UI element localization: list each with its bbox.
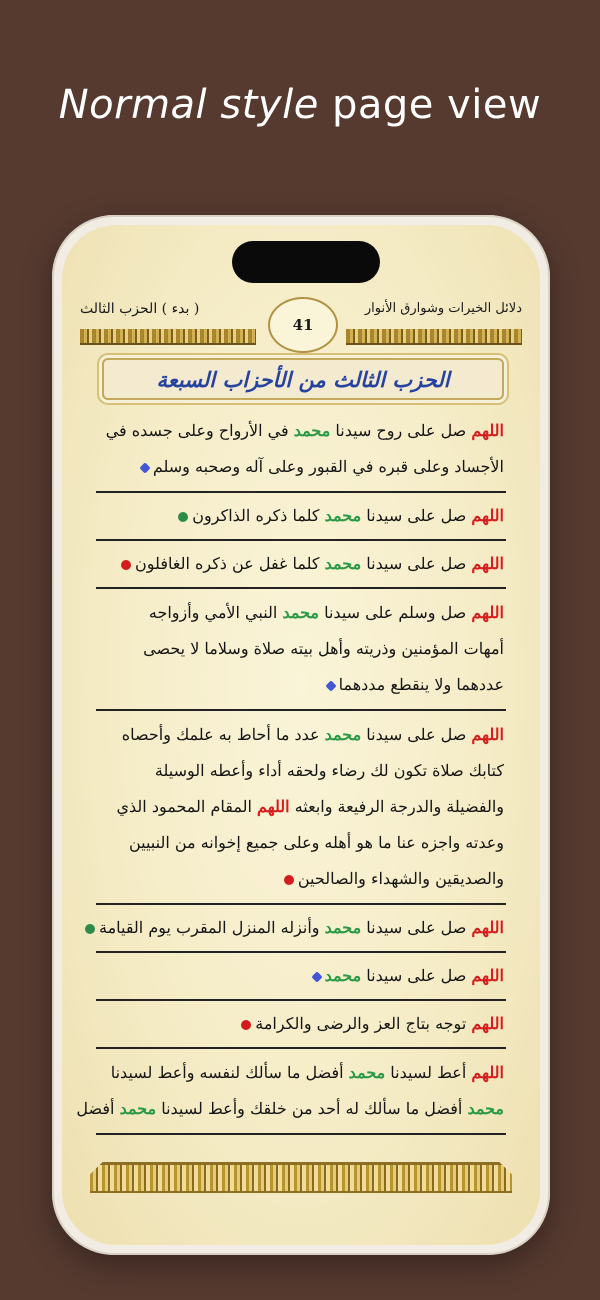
text-segment: صل على روح سيدنا	[330, 421, 472, 440]
allahumma-word: اللهم	[471, 421, 504, 440]
text-segment: صل على سيدنا	[361, 554, 472, 573]
text-line	[98, 825, 504, 861]
prayer-paragraph[interactable]	[96, 953, 506, 1001]
muhammad-word: محمد	[324, 554, 362, 573]
text-segment: صل وسلم على سيدنا	[319, 603, 472, 622]
text-line	[98, 449, 504, 485]
text-line	[98, 499, 504, 533]
prayer-paragraph[interactable]	[96, 1001, 506, 1049]
text-line	[98, 1007, 504, 1041]
dynamic-island	[232, 241, 380, 283]
text-segment: صل على سيدنا	[361, 966, 472, 985]
text-segment: وعدته واجزه عنا ما هو أهله وعلى جميع إخوانه من النبيين	[128, 833, 504, 852]
text-segment: توجه بتاج العز والرضى والكرامة	[255, 1014, 472, 1033]
text-segment: أفضل ما سألك لنفسه وأعط لسيدنا	[110, 1063, 349, 1082]
muhammad-word: محمد	[324, 506, 362, 525]
footer-ornament	[90, 1162, 512, 1193]
red-marker-icon	[121, 560, 131, 570]
text-line	[98, 413, 504, 449]
prayer-paragraph[interactable]	[96, 541, 506, 589]
text-line	[98, 667, 504, 703]
muhammad-word: محمد	[467, 1099, 504, 1118]
allahumma-word: اللهم	[471, 1014, 504, 1033]
prayer-paragraph[interactable]	[96, 711, 506, 905]
allahumma-word: اللهم	[471, 603, 504, 622]
headline-rest: page view	[318, 82, 542, 128]
headline-italic: Normal style	[58, 82, 319, 128]
red-marker-icon	[241, 1020, 251, 1030]
red-marker-icon	[284, 875, 294, 885]
blue-marker-icon	[325, 680, 336, 691]
prayer-paragraph[interactable]	[96, 493, 506, 541]
muhammad-word: محمد	[324, 918, 362, 937]
text-segment: عددهما ولا ينقطع مددهما	[338, 675, 504, 694]
text-segment: في الأرواح وعلى جسده في	[105, 421, 294, 440]
book-title: دلائل الخيرات وشوارق الأنوار	[364, 301, 522, 316]
text-line	[98, 595, 504, 631]
text-line	[98, 959, 504, 993]
muhammad-word: محمد	[293, 421, 331, 440]
muhammad-word: محمد	[119, 1099, 157, 1118]
section-title: الحزب الثالث من الأحزاب السبعة	[156, 366, 450, 392]
muhammad-word: محمد	[324, 966, 362, 985]
text-segment: عدد ما أحاط به علمك وأحصاه	[121, 725, 325, 744]
green-marker-icon	[178, 512, 188, 522]
muhammad-word: محمد	[282, 603, 319, 622]
prayer-paragraph[interactable]	[96, 589, 506, 711]
text-line	[98, 547, 504, 581]
text-line	[98, 861, 504, 897]
allahumma-word: اللهم	[471, 554, 504, 573]
page-header	[80, 295, 522, 355]
text-segment: كتابك صلاة تكون لك رضاء ولحقه أداء وأعطه الوسيلة	[154, 761, 504, 780]
text-segment: صل على سيدنا	[361, 725, 472, 744]
phone-frame	[52, 215, 550, 1255]
text-line	[98, 717, 504, 753]
text-segment: أمهات المؤمنين وذريته وأهل بيته صلاة وسلاما لا يحصى	[143, 639, 504, 658]
header-ornament-right	[346, 329, 522, 345]
text-line	[98, 631, 504, 667]
header-ornament-left	[80, 329, 256, 345]
blue-marker-icon	[311, 971, 322, 982]
text-segment: والصديقين والشهداء والصالحين	[297, 869, 504, 888]
text-segment: المقام المحمود الذي	[116, 797, 257, 816]
page-number: 41	[268, 297, 338, 353]
promo-headline	[0, 82, 600, 128]
prayer-paragraph[interactable]	[76, 1049, 506, 1135]
text-segment: أعط لسيدنا	[385, 1063, 472, 1082]
text-segment: أفضل ما سألك له أحد من خلقك وأعط لسيدنا	[156, 1099, 468, 1118]
text-content[interactable]	[76, 407, 506, 1135]
muhammad-word: محمد	[348, 1063, 386, 1082]
blue-marker-icon	[139, 462, 150, 473]
text-segment: النبي الأمي وأزواجه	[148, 603, 283, 622]
text-line	[76, 1091, 504, 1127]
text-segment: وأنزله المنزل المقرب يوم القيامة	[98, 918, 325, 937]
allahumma-word: اللهم	[471, 966, 504, 985]
allahumma-word: اللهم	[471, 725, 504, 744]
allahumma-word: اللهم	[471, 1063, 504, 1082]
section-title-band	[102, 358, 504, 400]
text-segment: أفضل	[76, 1099, 120, 1118]
hizb-label: ( بدء ) الحزب الثالث	[80, 301, 200, 317]
text-segment: كلما غفل عن ذكره الغافلون	[135, 554, 325, 573]
text-segment: الأجساد وعلى قبره في القبور وعلى آله وصحبه وسلم	[152, 457, 504, 476]
allahumma-word: اللهم	[471, 506, 504, 525]
text-line	[98, 789, 504, 825]
muhammad-word: محمد	[324, 725, 362, 744]
allahumma-word: اللهم	[471, 918, 504, 937]
text-line	[98, 911, 504, 945]
phone-screen	[62, 225, 540, 1245]
text-segment: كلما ذكره الذاكرون	[192, 506, 325, 525]
text-line	[98, 753, 504, 789]
text-segment: والفضيلة والدرجة الرفيعة وابعثه	[289, 797, 504, 816]
text-segment: صل على سيدنا	[361, 506, 472, 525]
prayer-paragraph[interactable]	[96, 407, 506, 493]
text-segment: صل على سيدنا	[361, 918, 472, 937]
allahumma-word: اللهم	[256, 797, 290, 816]
green-marker-icon	[85, 924, 95, 934]
prayer-paragraph[interactable]	[96, 905, 506, 953]
text-line	[98, 1055, 504, 1091]
